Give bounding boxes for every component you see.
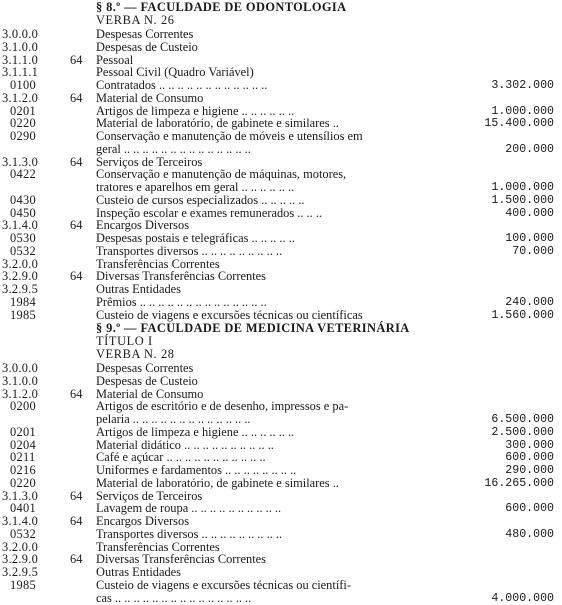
item-description: Transferências Correntes <box>96 540 220 554</box>
item-code: 3.1.2.0 <box>2 90 39 105</box>
item-code: 0401 <box>10 501 36 516</box>
item-description: Material de Consumo <box>96 387 204 401</box>
item-description: Material didático .. .. .. .. .. .. .. .. .. .. <box>96 438 274 452</box>
item-description: Despesas Correntes <box>96 28 194 41</box>
section-8-heading: § 8.º — FACULDADE DE ODONTOLOGIA <box>96 0 347 14</box>
item-value: 15.400.000 <box>484 117 554 131</box>
ledger-row <box>0 515 562 528</box>
item-code: 3.1.3.0 <box>2 488 39 503</box>
ledger-row <box>0 219 562 232</box>
item-subcode: 64 <box>70 90 83 105</box>
item-value: 100.000 <box>505 232 554 245</box>
item-description: Serviços de Terceiros <box>96 489 203 503</box>
item-description: Custeio de cursos especializados .. .. .. .. .. <box>96 193 305 207</box>
item-code: 0220 <box>10 475 36 490</box>
item-description: Prêmios .. .. .. .. .. .. .. .. .. .. .. .. .. .. <box>96 295 267 309</box>
item-code: 3.0.0.0 <box>2 361 39 375</box>
item-value: 240.000 <box>505 295 554 309</box>
ledger-row <box>0 156 562 169</box>
item-code: 3.1.0.0 <box>2 373 39 388</box>
ledger-row <box>0 309 562 322</box>
item-description: Artigos de limpeza e higiene .. .. .. .. .. .. <box>96 425 295 439</box>
item-subcode: 64 <box>70 269 83 284</box>
ledger-row <box>0 245 562 258</box>
item-subcode: 64 <box>70 386 83 401</box>
item-description: Material de Consumo <box>96 91 204 105</box>
item-value: 70.000 <box>512 244 554 258</box>
item-value: 4.000.000 <box>491 591 554 605</box>
ledger-row <box>0 168 562 181</box>
item-description: Despesas de Custeio <box>96 40 198 54</box>
ledger-row <box>0 92 562 105</box>
item-code: 3.1.4.0 <box>2 514 39 528</box>
item-code: 0211 <box>10 450 36 465</box>
section-8-verba-row <box>0 14 562 27</box>
item-description: Serviços de Terceiros <box>96 155 203 169</box>
ledger-row <box>0 54 562 67</box>
ledger-row <box>0 592 562 605</box>
ledger-row <box>0 41 562 54</box>
item-description: Custeio de viagens e excursões técnicas ou científicas <box>96 308 363 322</box>
item-value: 400.000 <box>505 206 554 220</box>
ledger-row <box>0 502 562 515</box>
ledger-row <box>0 528 562 541</box>
ledger-row <box>0 464 562 477</box>
section-9-titulo-row <box>0 335 562 348</box>
section-8-heading-row <box>0 1 562 14</box>
item-code: 0450 <box>10 205 36 220</box>
item-subcode: 64 <box>70 154 83 169</box>
item-description: Contratados .. .. .. .. .. .. .. .. .. .. .. .. <box>96 79 268 92</box>
item-description: Pessoal Civil (Quadro Variável) <box>96 66 254 80</box>
item-code: 3.1.3.0 <box>2 154 39 169</box>
item-value: 290.000 <box>505 464 554 477</box>
section-9-heading: § 9.º — FACULDADE DE MEDICINA VETERINÁRIA <box>96 321 410 335</box>
item-description: Uniformes e fardamentos .. .. .. .. .. .. .. .. <box>96 464 297 477</box>
item-code: 3.2.0.0 <box>2 539 39 554</box>
item-description: Encargos Diversos <box>96 515 190 528</box>
item-description: cas .. .. .. .. .. .. .. .. .. .. .. .. .. .. .. <box>96 591 252 605</box>
item-code: 1985 <box>10 577 36 592</box>
item-code: 0530 <box>10 231 36 245</box>
item-code: 0220 <box>10 116 36 131</box>
item-description: tratores e aparelhos em geral .. .. .. .. .. .. <box>96 181 295 194</box>
item-description: Lavagem de roupa .. .. .. .. .. .. .. .. .. .. <box>96 502 282 516</box>
item-code: 0201 <box>10 424 36 439</box>
ledger-row <box>0 388 562 401</box>
item-code: 3.1.1.1 <box>2 65 39 80</box>
item-code: 3.2.9.5 <box>2 565 39 579</box>
ledger-row <box>0 296 562 309</box>
item-description: Pessoal <box>96 53 134 67</box>
item-value: 200.000 <box>505 142 554 156</box>
item-code: 0204 <box>10 437 36 452</box>
ledger-row <box>0 105 562 118</box>
item-value: 600.000 <box>505 502 554 516</box>
item-description: Material de laboratório, de gabinete e similares .. <box>96 117 339 131</box>
item-subcode: 64 <box>70 514 83 528</box>
ledger-row <box>0 66 562 79</box>
item-description: Outras Entidades <box>96 566 181 579</box>
item-code: 3.1.1.0 <box>2 52 39 67</box>
ledger-row <box>0 553 562 566</box>
ledger-row <box>0 258 562 271</box>
ledger-row <box>0 541 562 554</box>
item-code: 3.0.0.0 <box>2 27 39 41</box>
item-subcode: 64 <box>70 52 83 67</box>
ledger-row <box>0 181 562 194</box>
item-description: Despesas postais e telegráficas .. .. .. .. .. <box>96 232 295 245</box>
ledger-row <box>0 566 562 579</box>
ledger-row <box>0 439 562 452</box>
item-description: Outras Entidades <box>96 283 181 296</box>
section-9-titulo: TÍTULO I <box>96 334 153 348</box>
item-code: 0422 <box>10 167 36 182</box>
item-value: 2.500.000 <box>491 425 554 439</box>
item-code: 0532 <box>10 243 36 258</box>
item-code: 3.2.9.0 <box>2 552 39 567</box>
ledger-row <box>0 362 562 375</box>
item-code: 1984 <box>10 294 36 309</box>
item-value: 16.265.000 <box>484 476 554 490</box>
section-9-heading-row <box>0 322 562 335</box>
item-description: Custeio de viagens e excursões técnicas ou científi- <box>96 578 351 592</box>
item-subcode: 64 <box>70 218 83 233</box>
item-description: Transferências Correntes <box>96 257 220 271</box>
ledger-row <box>0 413 562 426</box>
item-code: 0200 <box>10 399 36 414</box>
item-description: Diversas Transferências Correntes <box>96 553 266 567</box>
item-value: 1.000.000 <box>491 181 554 194</box>
section-8-verba: VERBA N. 26 <box>96 13 175 27</box>
ledger-row <box>0 130 562 143</box>
item-description: Transportes diversos .. .. .. .. .. .. .. .. .. <box>96 527 283 541</box>
ledger-row <box>0 477 562 490</box>
ledger-row <box>0 400 562 413</box>
item-code: 3.1.0.0 <box>2 39 39 54</box>
item-description: geral .. .. .. .. .. .. .. .. .. .. .. .. .. .. <box>96 142 251 156</box>
item-subcode: 64 <box>70 488 83 503</box>
item-description: Despesas de Custeio <box>96 374 198 388</box>
ledger-row <box>0 194 562 207</box>
item-value: 300.000 <box>505 438 554 452</box>
ledger-row <box>0 270 562 283</box>
item-description: Artigos de escritório e de desenho, impressos e pa- <box>96 400 349 414</box>
item-value: 1.500.000 <box>491 193 554 207</box>
item-code: 0100 <box>10 78 36 92</box>
item-code: 3.1.2.0 <box>2 386 39 401</box>
ledger-row <box>0 28 562 41</box>
item-code: 3.2.0.0 <box>2 256 39 271</box>
item-value: 600.000 <box>505 451 554 465</box>
ledger-row <box>0 375 562 388</box>
item-description: Artigos de limpeza e higiene .. .. .. .. .. .. <box>96 104 295 118</box>
ledger-row <box>0 451 562 464</box>
ledger-row <box>0 207 562 220</box>
item-code: 3.2.9.0 <box>2 269 39 284</box>
item-subcode: 64 <box>70 552 83 567</box>
item-description: Café e açúcar .. .. .. .. .. .. .. .. .. .. .. <box>96 451 266 465</box>
section-9-verba: VERBA N. 28 <box>96 347 175 361</box>
item-value: 3.302.000 <box>491 79 554 92</box>
item-code: 3.1.4.0 <box>2 218 39 233</box>
item-code: 3.2.9.5 <box>2 282 39 296</box>
item-code: 0201 <box>10 103 36 118</box>
section-9-verba-row <box>0 348 562 361</box>
item-value: 480.000 <box>505 527 554 541</box>
ledger-row <box>0 579 562 592</box>
item-code: 0430 <box>10 192 36 207</box>
item-description: Inspeção escolar e exames remunerados .. .. .. <box>96 206 323 220</box>
ledger-row <box>0 117 562 130</box>
item-description: Material de laboratório, de gabinete e similares .. <box>96 476 339 490</box>
item-description: Conservação e manutenção de móveis e utensílios em <box>96 130 363 143</box>
item-value: 6.500.000 <box>491 413 554 426</box>
ledger-row <box>0 490 562 503</box>
item-description: Conservação e manutenção de máquinas, motores, <box>96 168 347 182</box>
item-code: 0290 <box>10 129 36 143</box>
item-code: 0216 <box>10 463 36 477</box>
ledger-row <box>0 283 562 296</box>
item-value: 1.000.000 <box>491 104 554 118</box>
item-code: 0532 <box>10 526 36 541</box>
item-description: Diversas Transferências Correntes <box>96 270 266 284</box>
item-code: 1985 <box>10 307 36 322</box>
ledger-row <box>0 232 562 245</box>
item-description: Encargos Diversos <box>96 219 190 233</box>
item-value: 1.560.000 <box>491 308 554 322</box>
item-description: pelaria .. .. .. .. .. .. .. .. .. .. .. .. .. <box>96 413 251 426</box>
ledger-row <box>0 426 562 439</box>
item-description: Despesas Correntes <box>96 362 194 375</box>
item-description: Transportes diversos .. .. .. .. .. .. .. .. .. <box>96 244 283 258</box>
ledger-row <box>0 143 562 156</box>
ledger-row <box>0 79 562 92</box>
